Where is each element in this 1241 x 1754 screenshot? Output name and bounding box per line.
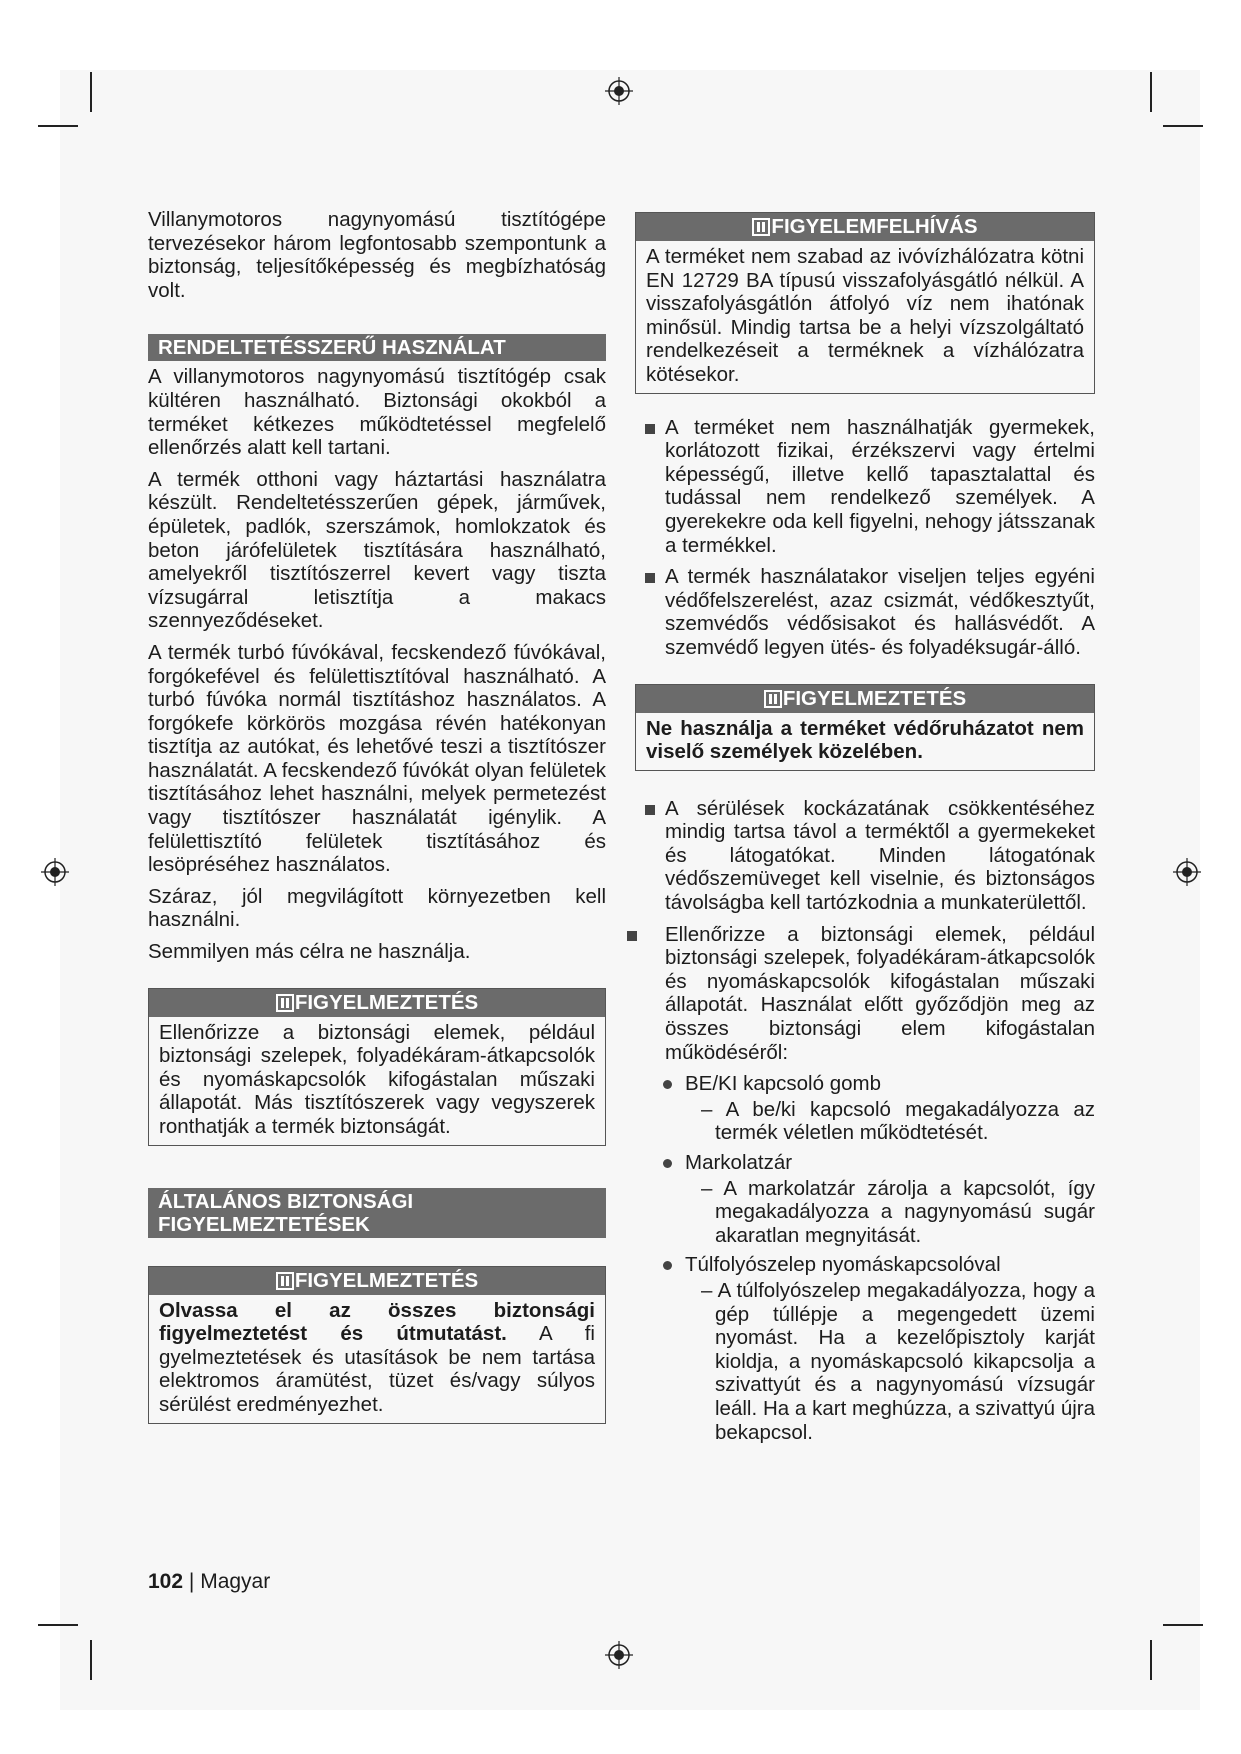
bullet-square-icon <box>645 805 655 815</box>
warning-icon <box>276 994 294 1012</box>
sub-list-item: Markolatzár <box>635 1151 1095 1175</box>
right-column <box>635 212 1095 1450</box>
bullet-square-icon <box>645 573 655 583</box>
warning-header <box>149 989 605 1017</box>
bullet-dot-icon <box>663 1080 672 1089</box>
crop-mark <box>1163 125 1203 127</box>
sub-list-description: – A markolatzár zárolja a kapcsolót, így megakadályozza a nagynyomású sugár akaratlan megnyitását. <box>701 1176 1095 1247</box>
warning-icon <box>764 690 782 708</box>
footer-separator: | <box>188 1570 195 1593</box>
notice-icon <box>752 218 770 236</box>
warning-box <box>635 684 1095 771</box>
crop-mark <box>1163 1624 1203 1626</box>
registration-mark-icon <box>604 1640 634 1670</box>
bullet-square-icon <box>645 424 655 434</box>
paragraph: Száraz, jól megvilágított környezetben kell használni. <box>148 884 606 932</box>
crop-mark <box>90 72 92 112</box>
crop-mark <box>38 125 78 127</box>
sub-list-item: Túlfolyószelep nyomáskapcsolóval <box>635 1253 1095 1277</box>
footer-language: Magyar <box>200 1570 271 1593</box>
warning-text: Ne használja a terméket védőruházatot nem viselő személyek közelében. <box>646 716 1084 764</box>
page-number: 102 <box>148 1570 184 1593</box>
notice-header <box>636 213 1094 241</box>
warning-icon <box>276 1272 294 1290</box>
warning-title: FIGYELMEZTETÉS <box>782 686 967 710</box>
paragraph: A termék otthoni vagy háztartási használatra készült. Rendeltetésszerűen gépek, járművek, épületek, padlók, szerszámok, homlokzatok és beton járófelületek tisztítására használható, amelyekről tisztítószerrel kevert vagy tiszta vízsugárral letisztítja a makacs szennyeződéseket. <box>148 467 606 633</box>
crop-mark <box>1150 1640 1152 1680</box>
paragraph: A termék turbó fúvókával, fecskendező fúvókával, forgókefével és felülettisztítóval használható. A turbó fúvóka normál tisztításhoz használatos. A forgókefe körkörös mozgása révén hatékonyan tisztítja az autókat, és lehetővé teszi a tisztítószer használatát. A fecskendező fúvókát olyan felületek tisztításához lehet használni, melyek permetezést vagy tisztítószer használatát igénylik. A felülettisztító felületek tisztításához és lesöpréséhez használatos. <box>148 640 606 877</box>
notice-text: A terméket nem szabad az ivóvízhálózatra kötni EN 12729 BA típusú visszafolyásgátló nélkül. A visszafolyásgátlón átfolyó víz nem ihatónak minősül. Mindig tartsa be a helyi vízszolgáltató rendelkezéseit a terméknek a vízhálózatra kötésekor. <box>646 245 1084 386</box>
sub-list-description: – A túlfolyószelep megakadályozza, hogy a gép túllépje a megengedett üzemi nyomást. Ha a kezelőpisztoly karját kioldja, a nyomáskapcsoló kikapcsolja a szivattyút és a nagynyomású vízsugár leáll. Ha a kart meghúzza, a szivattyú újra bekapcsol. <box>701 1278 1095 1444</box>
bullet-dot-icon <box>663 1159 672 1168</box>
sub-list-description: – A be/ki kapcsoló megakadályozza az termék véletlen működtetését. <box>701 1097 1095 1145</box>
intro-paragraph: Villanymotoros nagynyomású tisztítógépe tervezésekor három legfontosabb szempontunk a biztonság, teljesítőképesség és megbízhatóság volt. <box>148 208 606 302</box>
warning-header <box>149 1267 605 1295</box>
warning-title: FIGYELMEZTETÉS <box>294 990 479 1014</box>
page-footer <box>148 1570 270 1594</box>
sub-list-item: BE/KI kapcsoló gomb <box>635 1072 1095 1096</box>
list-item: Ellenőrizze a biztonsági elemek, például biztonsági szelepek, folyadékáram-átkapcsolók és nyomáskapcsolók kifogástalan műszaki állapotát. Használat előtt győződjön meg az összes biztonsági elem kifogástalan működéséről: <box>635 923 1095 1065</box>
paragraph: Semmilyen más célra ne használja. <box>148 940 471 964</box>
bullet-dot-icon <box>663 1261 672 1270</box>
list-item: A termék használatakor viseljen teljes egyéni védőfelszerelést, azaz csizmát, védőkesztyűt, szemvédős védősisakot és hallásvédőt. A szemvédő legyen ütés- és folyadéksugár-álló. <box>635 565 1095 659</box>
left-column <box>148 208 606 1424</box>
paragraph: A villanymotoros nagynyomású tisztítógép csak kültéren használható. Biztonsági okokból a terméket kétkezes működtetéssel megfelelő ellenőrzés alatt kell tartani. <box>148 365 606 460</box>
warning-box <box>148 988 606 1146</box>
crop-mark <box>1150 72 1152 112</box>
registration-mark-icon <box>40 857 70 887</box>
list-item: A sérülések kockázatának csökkentéséhez mindig tartsa távol a terméktől a gyermekeket és látogatókat. Minden látogatónak védőszemüveget kell viselnie, és biztonságos távolságba kell tartózkodnia a munkaterülettől. <box>635 797 1095 915</box>
section-title-general-safety: ÁLTALÁNOS BIZTONSÁGI FIGYELMEZTETÉSEK <box>148 1188 606 1238</box>
crop-mark <box>90 1640 92 1680</box>
notice-title: FIGYELEMFELHÍVÁS <box>771 215 978 238</box>
section-title-intended-use: RENDELTETÉSSZERŰ HASZNÁLAT <box>148 334 606 361</box>
warning-text <box>149 1295 605 1423</box>
list-item: A terméket nem használhatják gyermekek, korlátozott fizikai, érzékszervi vagy értelmi képességű, illetve kellő tapasztalattal és tudással nem rendelkező személyek. A gyerekekre oda kell figyelni, nehogy játsszanak a termékkel. <box>635 416 1095 558</box>
registration-mark-icon <box>604 76 634 106</box>
bullet-square-icon <box>627 931 637 941</box>
warning-header <box>636 685 1094 713</box>
warning-text: Ellenőrizze a biztonsági elemek, például biztonsági szelepek, folyadékáram-átkapcsolók és nyomáskapcsolók kifogástalan műszaki állapotát. Más tisztítószerek vagy vegyszerek ronthatják a termék biztonságát. <box>159 1020 595 1138</box>
crop-mark <box>38 1624 78 1626</box>
warning-regular-text: A fi gyelmeztetések és utasítások be nem tartása elektromos áramütést, tüzet és/vagy súlyos sérülést eredményezhet. <box>159 1322 595 1416</box>
registration-mark-icon <box>1172 857 1202 887</box>
notice-box <box>635 212 1095 394</box>
warning-title: FIGYELMEZTETÉS <box>294 1268 479 1292</box>
warning-bold-text: Olvassa el az összes biztonsági figyelmeztetést és útmutatást. <box>159 1298 595 1346</box>
warning-box <box>148 1266 606 1424</box>
